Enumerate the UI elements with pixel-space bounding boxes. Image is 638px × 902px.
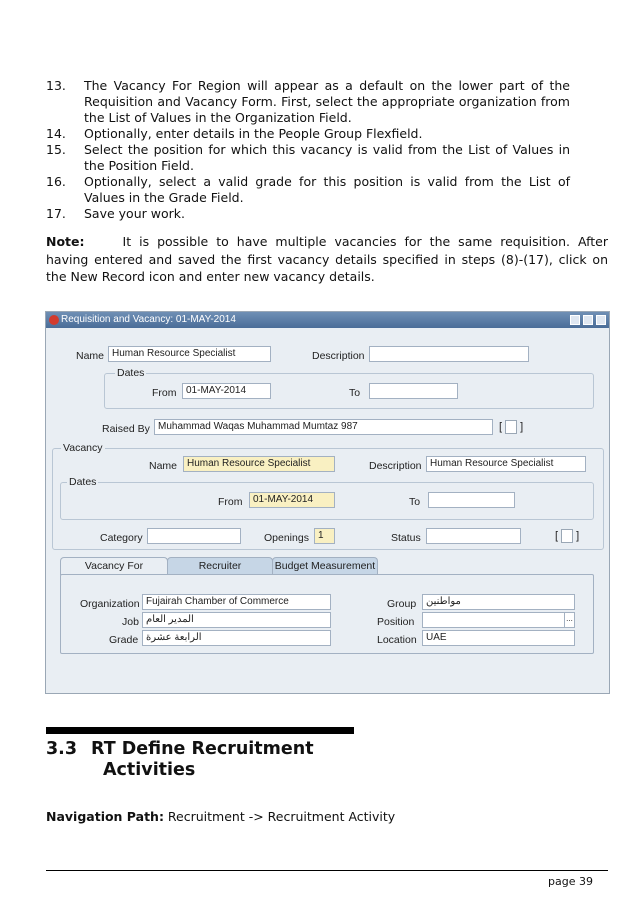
minimize-icon[interactable]: [570, 315, 580, 325]
vacancy-to-label: To: [409, 496, 421, 508]
vacancy-description-field[interactable]: Human Resource Specialist: [426, 456, 586, 472]
from-date-field[interactable]: 01-MAY-2014: [182, 383, 271, 399]
page-number: page 39: [548, 875, 593, 888]
note-paragraph: [46, 233, 608, 286]
tab-budget-measurement[interactable]: Budget Measurement: [272, 557, 378, 574]
checkbox[interactable]: [561, 529, 573, 543]
oracle-icon: [49, 315, 59, 325]
section-title-line1: RT Define Recruitment: [91, 739, 314, 759]
location-label: Location: [377, 634, 417, 646]
status-flexfield-checkbox[interactable]: [ ]: [555, 529, 580, 542]
close-icon[interactable]: [596, 315, 606, 325]
organization-field[interactable]: Fujairah Chamber of Commerce: [142, 594, 331, 610]
status-field[interactable]: [426, 528, 521, 544]
to-label: To: [349, 387, 361, 399]
section-title-line2: Activities: [103, 760, 196, 780]
organization-label: Organization: [80, 598, 140, 610]
raised-by-label: Raised By: [102, 423, 150, 435]
note-label: Note:: [46, 234, 85, 249]
category-field[interactable]: [147, 528, 241, 544]
vacancy-name-field[interactable]: Human Resource Specialist: [183, 456, 335, 472]
from-label: From: [152, 387, 177, 399]
list-item: 15. Select the position for which this vacancy is valid from the List of Values in the Position Field.: [46, 142, 570, 173]
vacancy-name-label: Name: [149, 460, 178, 472]
vacancy-to-field[interactable]: [428, 492, 515, 508]
name-field[interactable]: Human Resource Specialist: [108, 346, 271, 362]
window-titlebar: [46, 312, 609, 328]
flexfield-checkbox[interactable]: [ ]: [499, 420, 524, 433]
group-field[interactable]: مواطنين: [422, 594, 575, 610]
tab-vacancy-for[interactable]: Vacancy For: [60, 557, 168, 575]
group-label: Group: [387, 598, 417, 610]
window-title: Requisition and Vacancy: 01-MAY-2014: [61, 314, 236, 325]
position-label: Position: [377, 616, 415, 628]
dates-group-title: Dates: [117, 367, 145, 379]
section-number: 3.3: [46, 739, 78, 759]
maximize-icon[interactable]: [583, 315, 593, 325]
to-date-field[interactable]: [369, 383, 458, 399]
requisition-vacancy-form: [45, 311, 610, 694]
raised-by-field[interactable]: Muhammad Waqas Muhammad Mumtaz 987: [154, 419, 493, 435]
navigation-path-value: Recruitment -> Recruitment Activity: [163, 809, 396, 824]
job-field[interactable]: المدير العام: [142, 612, 331, 628]
footer-rule: [46, 870, 608, 871]
section-rule: [46, 727, 354, 734]
job-label: Job: [122, 616, 139, 628]
steps-list: [46, 78, 570, 222]
vacancy-dates-title: Dates: [69, 476, 97, 488]
category-label: Category: [100, 532, 143, 544]
section-heading: [46, 739, 314, 781]
description-field[interactable]: [369, 346, 529, 362]
note-text: It is possible to have multiple vacancies for the same requisition. After having entered and saved the first vacancy details specified in steps (8)-(17), click on the New Record icon and enter new vacancy details.: [46, 234, 608, 284]
vacancy-description-label: Description: [369, 460, 422, 472]
grade-field[interactable]: الرابعة عشرة: [142, 630, 331, 646]
location-field[interactable]: UAE: [422, 630, 575, 646]
openings-field[interactable]: 1: [314, 528, 335, 544]
name-label: Name: [76, 350, 105, 362]
status-label: Status: [391, 532, 421, 544]
navigation-path-label: Navigation Path:: [46, 809, 164, 824]
description-label: Description: [312, 350, 365, 362]
vacancy-group-title: Vacancy: [63, 442, 103, 454]
position-lov-button[interactable]: ...: [564, 612, 575, 628]
vacancy-from-label: From: [218, 496, 243, 508]
tab-recruiter[interactable]: Recruiter: [167, 557, 273, 574]
position-field[interactable]: [422, 612, 565, 628]
checkbox[interactable]: [505, 420, 517, 434]
list-item: 16. Optionally, select a valid grade for this position is valid from the List of Values in the Grade Field.: [46, 174, 570, 205]
vacancy-from-field[interactable]: 01-MAY-2014: [249, 492, 335, 508]
openings-label: Openings: [264, 532, 309, 544]
list-item: 14. Optionally, enter details in the People Group Flexfield.: [46, 126, 423, 141]
grade-label: Grade: [109, 634, 139, 646]
list-item: 13. The Vacancy For Region will appear as a default on the lower part of the Requisition and Vacancy Form. First, select the appropriate organization from the List of Values in the Organization Field.: [46, 78, 570, 125]
navigation-path: [46, 809, 395, 824]
list-item: 17. Save your work.: [46, 206, 185, 221]
